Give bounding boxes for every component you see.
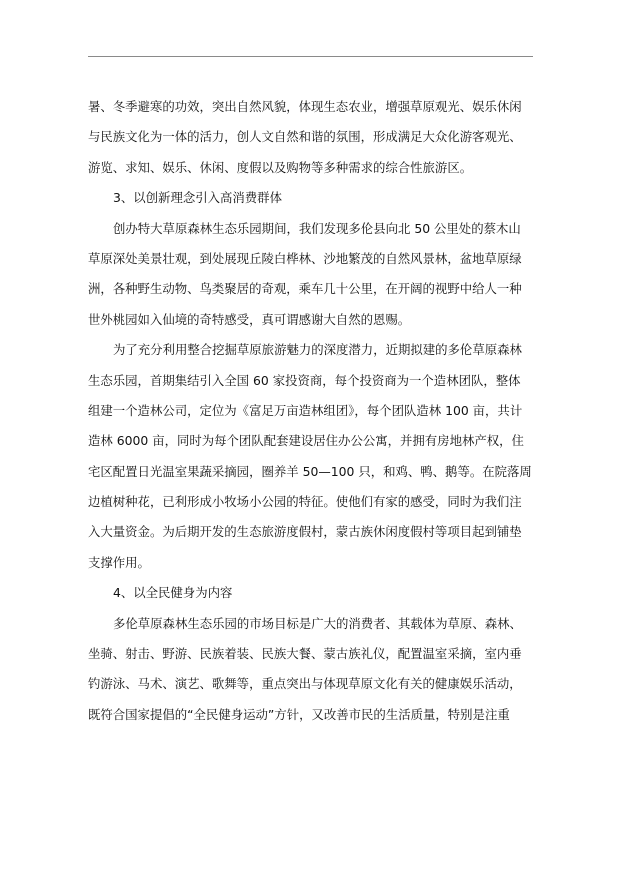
paragraph-line: 既符合国家提倡的“全民健身运动”方针，又改善市民的生活质量，特别是注重 <box>88 706 510 722</box>
paragraph-line: 草原深处美景壮观，到处展现丘陵白桦林、沙地繁茂的自然风景林，盆地草原绿 <box>88 250 522 266</box>
paragraph-line: 洲，各种野生动物、鸟类聚居的奇观，乘车几十公里，在开阔的视野中给人一种 <box>88 281 522 297</box>
paragraph-line: 宅区配置日光温室果蔬采摘园，圈养羊 50—100 只，和鸡、鸭、鹅等。在院落周 <box>88 463 532 479</box>
paragraph-line: 暑、冬季避寒的功效，突出自然风貌，体现生态农业，增强草原观光、娱乐休闲 <box>88 99 522 114</box>
paragraph-line: 与民族文化为一体的活力，创人文自然和谐的氛围，形成满足大众化游客观光、 <box>88 129 522 145</box>
paragraph-line: 为了充分利用整合挖掘草原旅游魅力的深度潜力，近期拟建的多伦草原森林 <box>113 342 522 358</box>
paragraph-line: 多伦草原森林生态乐园的市场目标是广大的消费者、其载体为草原、森林、 <box>113 615 522 631</box>
section-heading: 3、以创新理念引入高消费群体 <box>113 190 282 206</box>
paragraph-line: 创办特大草原森林生态乐园期间，我们发现多伦县向北 50 公里处的蔡木山 <box>113 220 521 236</box>
paragraph-line: 坐骑、射击、野游、民族着装、民族大餐、蒙古族礼仪，配置温室采摘，室内垂 <box>88 646 522 662</box>
paragraph-line: 边植树种花，已利形成小牧场小公园的特征。使他们有家的感受，同时为我们注 <box>88 494 522 510</box>
paragraph-line: 支撑作用。 <box>88 554 150 570</box>
paragraph-line: 生态乐园，首期集结引入全国 60 家投资商，每个投资商为一个造林团队，整体 <box>88 372 521 388</box>
paragraph-line: 组建一个造林公司，定位为《富足万亩造林组团》，每个团队造林 100 亩，共计 <box>88 402 523 418</box>
paragraph-line: 入大量资金。为后期开发的生态旅游度假村，蒙古族休闲度假村等项目起到铺垫 <box>88 524 522 540</box>
section-heading: 4、以全民健身为内容 <box>113 585 233 601</box>
paragraph-line: 游览、求知、娱乐、休闲、度假以及购物等多种需求的综合性旅游区。 <box>88 159 473 175</box>
header-rule <box>88 56 533 57</box>
paragraph-line: 钓游泳、马术、演艺、歌舞等，重点突出与体现草原文化有关的健康娱乐活动， <box>88 676 522 692</box>
document-body <box>88 92 532 730</box>
paragraph-line: 造林 6000 亩，同时为每个团队配套建设居住办公公寓，并拥有房地林产权，住 <box>88 433 524 449</box>
paragraph-line: 世外桃园如入仙境的奇特感受，真可谓感谢大自然的恩赐。 <box>88 311 411 327</box>
